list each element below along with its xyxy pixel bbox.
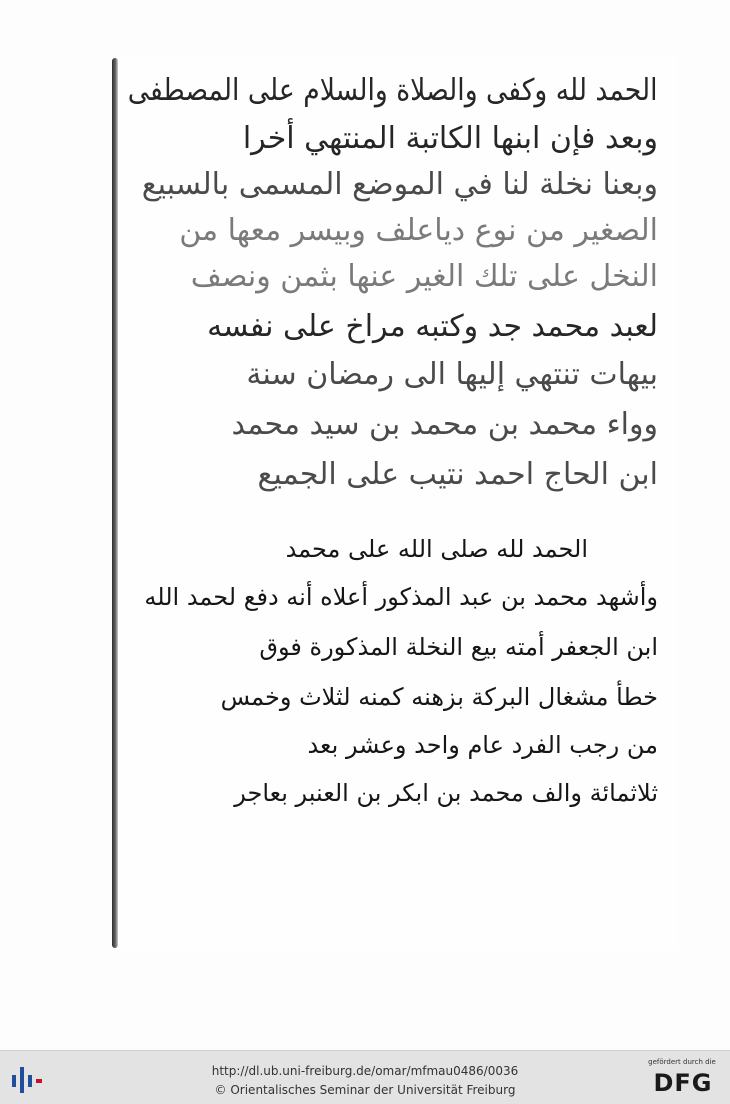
manuscript-line: لعبد محمد جد وكتبه مراخ على نفسه (207, 309, 658, 344)
source-url-link[interactable]: http://dl.ub.uni-freiburg.de/omar/mfmau0486/0036 (211, 1064, 519, 1078)
manuscript-line: وبعنا نخلة لنا في الموضع المسمى بالسبيع (141, 167, 658, 202)
manuscript-leaf (118, 55, 678, 950)
dfg-logo: DFG (653, 1069, 713, 1097)
manuscript-line: ابن الحاج احمد نتيب على الجميع (257, 457, 658, 492)
manuscript-line: الحمد لله صلى الله على محمد (285, 535, 588, 563)
manuscript-line: الحمد لله وكفى والصلاة والسلام على المصطفى (128, 73, 658, 108)
manuscript-line: خطأ مشغال البركة بزهنه كمنه لثلاث وخمس (220, 683, 658, 711)
manuscript-line: بيهات تنتهي إليها الى رمضان سنة (246, 357, 658, 392)
manuscript-line: وبعد فإن ابنها الكاتبة المنتهي أخرا (242, 121, 658, 156)
manuscript-line: ابن الجعفر أمته بيع النخلة المذكورة فوق (259, 633, 658, 661)
manuscript-line: الصغير من نوع دياعلف وبيسر معها من (179, 213, 658, 248)
manuscript-line: من رجب الفرد عام واحد وعشر بعد (307, 731, 658, 759)
manuscript-line: وواء محمد بن محمد بن سيد محمد (231, 407, 658, 442)
manuscript-line: ثلاثمائة والف محمد بن ابكر بن العنبر بعاجر (234, 779, 658, 807)
manuscript-line: النخل على تلك الغير عنها بثمن ونصف (190, 259, 658, 294)
manuscript-line: وأشهد محمد بن عبد المذكور أعلاه أنه دفع لحمد الله (144, 583, 658, 611)
dfg-caption: gefördert durch die (648, 1058, 716, 1066)
copyright-text: © Orientalisches Seminar der Universität Freiburg (214, 1083, 516, 1097)
footer-bar (0, 1050, 730, 1104)
